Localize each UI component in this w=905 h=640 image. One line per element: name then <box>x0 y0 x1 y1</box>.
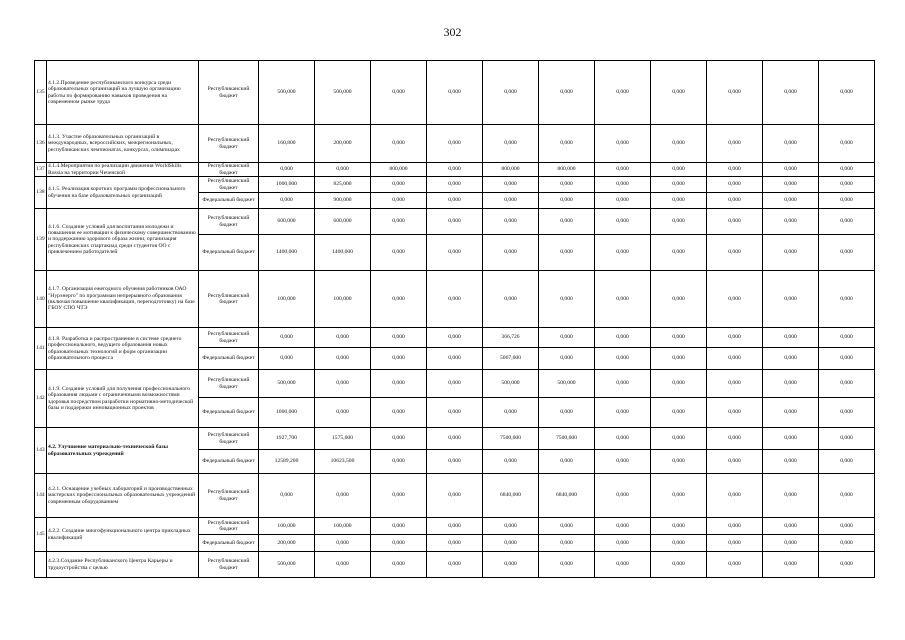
funding-source: Федеральный бюджет <box>199 348 259 370</box>
amount-cell: 0,000 <box>315 474 371 518</box>
amount-cell: 0,000 <box>819 235 875 271</box>
amount-cell: 0,000 <box>259 328 315 348</box>
amount-cell: 0,000 <box>763 450 819 474</box>
amount-cell: 0,000 <box>763 518 819 535</box>
amount-cell: 0,000 <box>427 398 483 428</box>
amount-cell: 0,000 <box>371 428 427 450</box>
amount-cell: 0,000 <box>315 328 371 348</box>
funding-source: Федеральный бюджет <box>199 535 259 552</box>
amount-cell: 0,000 <box>371 535 427 552</box>
amount-cell: 0,000 <box>707 163 763 177</box>
amount-cell: 0,000 <box>427 474 483 518</box>
amount-cell: 0,000 <box>763 535 819 552</box>
amount-cell: 0,000 <box>483 552 539 578</box>
amount-cell: 0,000 <box>595 552 651 578</box>
amount-cell: 0,000 <box>595 61 651 125</box>
amount-cell: 0,000 <box>651 348 707 370</box>
amount-cell: 0,000 <box>483 535 539 552</box>
amount-cell: 0,000 <box>539 271 595 328</box>
amount-cell: 500,000 <box>259 552 315 578</box>
table-row <box>35 271 875 328</box>
amount-cell: 0,000 <box>483 398 539 428</box>
funding-source: Республиканский бюджет <box>199 177 259 193</box>
row-number: 144 <box>35 474 47 518</box>
row-number: 141 <box>35 328 47 370</box>
amount-cell: 0,000 <box>595 450 651 474</box>
page-number: 302 <box>443 25 462 39</box>
amount-cell: 0,000 <box>595 474 651 518</box>
amount-cell: 0,000 <box>707 328 763 348</box>
table-row <box>35 177 875 193</box>
amount-cell: 0,000 <box>763 428 819 450</box>
table-row <box>35 163 875 177</box>
amount-cell: 0,000 <box>539 518 595 535</box>
amount-cell: 0,000 <box>651 518 707 535</box>
measure-name: 4.1.9. Создание условий для получения профессионального образования людьми с ограниченными возможностями здоровья посредством разработки нормативно-методической базы и поддержки инновационных проектов <box>47 370 199 428</box>
amount-cell: 0,000 <box>483 177 539 193</box>
amount-cell: 0,000 <box>707 125 763 163</box>
amount-cell: 0,000 <box>651 163 707 177</box>
budget-table <box>34 60 875 578</box>
amount-cell: 0,000 <box>763 177 819 193</box>
amount-cell: 0,000 <box>763 125 819 163</box>
amount-cell: 0,000 <box>707 193 763 209</box>
amount-cell: 800,000 <box>371 163 427 177</box>
amount-cell: 0,000 <box>315 552 371 578</box>
amount-cell: 0,000 <box>819 518 875 535</box>
amount-cell: 0,000 <box>483 61 539 125</box>
amount-cell: 0,000 <box>427 163 483 177</box>
amount-cell: 10623,500 <box>315 450 371 474</box>
amount-cell: 0,000 <box>651 450 707 474</box>
amount-cell: 0,000 <box>427 328 483 348</box>
row-number: 140 <box>35 271 47 328</box>
amount-cell: 0,000 <box>763 193 819 209</box>
amount-cell: 0,000 <box>539 209 595 235</box>
amount-cell: 0,000 <box>819 535 875 552</box>
table-body <box>35 61 875 578</box>
amount-cell: 0,000 <box>371 370 427 398</box>
amount-cell: 0,000 <box>371 235 427 271</box>
amount-cell: 0,000 <box>763 398 819 428</box>
amount-cell: 0,000 <box>651 535 707 552</box>
amount-cell: 0,000 <box>483 271 539 328</box>
funding-source: Федеральный бюджет <box>199 398 259 428</box>
amount-cell: 0,000 <box>595 428 651 450</box>
row-number: 139 <box>35 209 47 271</box>
amount-cell: 0,000 <box>483 193 539 209</box>
amount-cell: 0,000 <box>763 61 819 125</box>
amount-cell: 0,000 <box>819 552 875 578</box>
amount-cell: 0,000 <box>763 552 819 578</box>
amount-cell: 0,000 <box>595 193 651 209</box>
amount-cell: 0,000 <box>707 235 763 271</box>
amount-cell: 0,000 <box>651 428 707 450</box>
amount-cell: 0,000 <box>427 348 483 370</box>
amount-cell: 7500,000 <box>483 428 539 450</box>
amount-cell: 0,000 <box>651 398 707 428</box>
amount-cell: 1000,000 <box>259 177 315 193</box>
table-row <box>35 61 875 125</box>
funding-source: Республиканский бюджет <box>199 209 259 235</box>
amount-cell: 0,000 <box>483 235 539 271</box>
funding-source: Республиканский бюджет <box>199 61 259 125</box>
amount-cell: 900,000 <box>315 193 371 209</box>
measure-name: 4.1.7. Организация ежегодного обучения работников ОАО "Нурэнерго" по программам непрерывного образования (включая повышение квалификации, переподготовку) на базе ГБОУ СПО ЧТЭ <box>47 271 199 328</box>
amount-cell: 0,000 <box>483 125 539 163</box>
measure-name: 4.2.3.Создание Республиканского Центра Карьеры и трудоустройства с целью <box>47 552 199 578</box>
amount-cell: 0,000 <box>819 450 875 474</box>
measure-name: 4.1.5. Реализация коротких программ профессионального обучения на базе образовательных организаций <box>47 177 199 209</box>
amount-cell: 0,000 <box>371 209 427 235</box>
amount-cell: 500,000 <box>259 370 315 398</box>
amount-cell: 200,000 <box>259 535 315 552</box>
amount-cell: 0,000 <box>315 370 371 398</box>
amount-cell: 0,000 <box>595 518 651 535</box>
amount-cell: 0,000 <box>427 535 483 552</box>
row-number: 145 <box>35 518 47 552</box>
amount-cell: 0,000 <box>819 328 875 348</box>
amount-cell: 0,000 <box>819 125 875 163</box>
measure-name: 4.2.2. Создание многофункционального центра прикладных квалификаций <box>47 518 199 552</box>
amount-cell: 0,000 <box>427 518 483 535</box>
funding-source: Республиканский бюджет <box>199 271 259 328</box>
amount-cell: 0,000 <box>819 163 875 177</box>
amount-cell: 0,000 <box>483 450 539 474</box>
amount-cell: 7500,000 <box>539 428 595 450</box>
amount-cell: 100,000 <box>259 271 315 328</box>
amount-cell: 0,000 <box>707 271 763 328</box>
amount-cell: 0,000 <box>819 177 875 193</box>
amount-cell: 0,000 <box>651 271 707 328</box>
amount-cell: 0,000 <box>259 193 315 209</box>
amount-cell: 0,000 <box>427 61 483 125</box>
row-number: 143 <box>35 428 47 474</box>
amount-cell: 0,000 <box>315 398 371 428</box>
amount-cell: 0,000 <box>595 235 651 271</box>
amount-cell: 0,000 <box>427 193 483 209</box>
amount-cell: 0,000 <box>707 209 763 235</box>
measure-name: 4.1.4.Мероприятия по реализации движения WorldSkills Russia на территории Чеченской <box>47 163 199 177</box>
table-row <box>35 474 875 518</box>
amount-cell: 0,000 <box>371 552 427 578</box>
amount-cell: 0,000 <box>819 398 875 428</box>
amount-cell: 5067,000 <box>483 348 539 370</box>
table-row <box>35 209 875 235</box>
funding-source: Республиканский бюджет <box>199 370 259 398</box>
amount-cell: 0,000 <box>651 61 707 125</box>
amount-cell: 0,000 <box>595 535 651 552</box>
amount-cell: 0,000 <box>371 328 427 348</box>
amount-cell: 12589,200 <box>259 450 315 474</box>
measure-name: 4.2. Улучшение материально-технической базы образовательных учреждений <box>47 428 199 474</box>
amount-cell: 0,000 <box>763 328 819 348</box>
amount-cell: 0,000 <box>707 177 763 193</box>
amount-cell: 0,000 <box>651 209 707 235</box>
amount-cell: 0,000 <box>651 474 707 518</box>
measure-name: 4.1.8. Разработка и распространение в системе среднего профессионального, ведущего образования новых образовательных технологий и форм организации образовательного процесса <box>47 328 199 370</box>
amount-cell: 0,000 <box>763 235 819 271</box>
amount-cell: 1927,700 <box>259 428 315 450</box>
funding-source: Республиканский бюджет <box>199 163 259 177</box>
amount-cell: 500,000 <box>259 61 315 125</box>
funding-source: Республиканский бюджет <box>199 428 259 450</box>
amount-cell: 0,000 <box>427 209 483 235</box>
amount-cell: 0,000 <box>595 348 651 370</box>
measure-name: 4.1.6. Создание условий для воспитания молодежи и повышения ее мотивации к физическому совершенствованию и поддержанию здорового образа жизни, организация республиканских спартакиад среди студентов ОО с привлечением работодателей <box>47 209 199 271</box>
funding-source: Республиканский бюджет <box>199 125 259 163</box>
amount-cell: 0,000 <box>595 125 651 163</box>
funding-source: Республиканский бюджет <box>199 552 259 578</box>
amount-cell: 0,000 <box>707 535 763 552</box>
row-number: 138 <box>35 177 47 209</box>
row-number: 136 <box>35 125 47 163</box>
amount-cell: 0,000 <box>371 518 427 535</box>
row-number: 142 <box>35 370 47 428</box>
amount-cell: 0,000 <box>763 209 819 235</box>
amount-cell: 0,000 <box>315 348 371 370</box>
amount-cell: 0,000 <box>707 474 763 518</box>
amount-cell: 0,000 <box>819 193 875 209</box>
amount-cell: 0,000 <box>651 235 707 271</box>
amount-cell: 0,000 <box>427 552 483 578</box>
amount-cell: 0,000 <box>539 193 595 209</box>
amount-cell: 0,000 <box>427 177 483 193</box>
amount-cell: 0,000 <box>371 474 427 518</box>
amount-cell: 0,000 <box>595 177 651 193</box>
amount-cell: 0,000 <box>483 209 539 235</box>
amount-cell: 0,000 <box>539 61 595 125</box>
amount-cell: 0,000 <box>315 535 371 552</box>
funding-source: Федеральный бюджет <box>199 235 259 271</box>
amount-cell: 6840,000 <box>483 474 539 518</box>
amount-cell: 0,000 <box>819 61 875 125</box>
amount-cell: 0,000 <box>819 209 875 235</box>
amount-cell: 0,000 <box>819 474 875 518</box>
amount-cell: 0,000 <box>763 271 819 328</box>
amount-cell: 0,000 <box>259 348 315 370</box>
amount-cell: 0,000 <box>763 370 819 398</box>
amount-cell: 1000,000 <box>259 398 315 428</box>
amount-cell: 825,000 <box>315 177 371 193</box>
funding-source: Федеральный бюджет <box>199 193 259 209</box>
amount-cell: 0,000 <box>651 328 707 348</box>
amount-cell: 0,000 <box>371 193 427 209</box>
amount-cell: 200,000 <box>315 125 371 163</box>
row-number: 135 <box>35 61 47 125</box>
table-row <box>35 518 875 535</box>
amount-cell: 6840,000 <box>539 474 595 518</box>
amount-cell: 0,000 <box>651 370 707 398</box>
amount-cell: 0,000 <box>707 450 763 474</box>
amount-cell: 0,000 <box>539 552 595 578</box>
amount-cell: 0,000 <box>539 177 595 193</box>
amount-cell: 500,000 <box>315 61 371 125</box>
table-row <box>35 428 875 450</box>
amount-cell: 0,000 <box>819 348 875 370</box>
amount-cell: 0,000 <box>595 271 651 328</box>
amount-cell: 0,000 <box>707 552 763 578</box>
amount-cell: 0,000 <box>371 398 427 428</box>
amount-cell: 0,000 <box>595 163 651 177</box>
amount-cell: 0,000 <box>763 474 819 518</box>
table-row <box>35 328 875 348</box>
amount-cell: 0,000 <box>707 370 763 398</box>
amount-cell: 0,000 <box>763 348 819 370</box>
table-row <box>35 125 875 163</box>
amount-cell: 0,000 <box>819 370 875 398</box>
table-row <box>35 552 875 578</box>
amount-cell: 1575,000 <box>315 428 371 450</box>
amount-cell: 0,000 <box>819 428 875 450</box>
amount-cell: 0,000 <box>371 271 427 328</box>
amount-cell: 0,000 <box>427 428 483 450</box>
amount-cell: 0,000 <box>427 125 483 163</box>
funding-source: Республиканский бюджет <box>199 518 259 535</box>
amount-cell: 0,000 <box>707 428 763 450</box>
amount-cell: 100,000 <box>259 518 315 535</box>
amount-cell: 0,000 <box>651 193 707 209</box>
amount-cell: 0,000 <box>539 125 595 163</box>
amount-cell: 0,000 <box>539 535 595 552</box>
amount-cell: 600,000 <box>259 209 315 235</box>
amount-cell: 0,000 <box>707 61 763 125</box>
amount-cell: 100,000 <box>315 271 371 328</box>
amount-cell: 0,000 <box>371 125 427 163</box>
amount-cell: 1400,000 <box>315 235 371 271</box>
amount-cell: 366,726 <box>483 328 539 348</box>
amount-cell: 0,000 <box>819 271 875 328</box>
measure-name: 4.1.2.Проведение республиканского конкурса среди образовательных организаций на лучшую организацию работы по формированию навыков проведения на современном рынке труда <box>47 61 199 125</box>
funding-source: Республиканский бюджет <box>199 328 259 348</box>
amount-cell: 0,000 <box>427 271 483 328</box>
amount-cell: 600,000 <box>315 209 371 235</box>
amount-cell: 0,000 <box>427 370 483 398</box>
amount-cell: 0,000 <box>595 209 651 235</box>
amount-cell: 0,000 <box>595 370 651 398</box>
amount-cell: 500,000 <box>483 370 539 398</box>
funding-source: Федеральный бюджет <box>199 450 259 474</box>
amount-cell: 0,000 <box>427 450 483 474</box>
amount-cell: 0,000 <box>539 398 595 428</box>
amount-cell: 500,000 <box>539 370 595 398</box>
amount-cell: 0,000 <box>539 328 595 348</box>
amount-cell: 0,000 <box>707 398 763 428</box>
amount-cell: 0,000 <box>539 235 595 271</box>
amount-cell: 0,000 <box>315 163 371 177</box>
row-number: 137 <box>35 163 47 177</box>
amount-cell: 0,000 <box>539 450 595 474</box>
amount-cell: 0,000 <box>651 552 707 578</box>
amount-cell: 0,000 <box>483 518 539 535</box>
measure-name: 4.2.1. Оснащение учебных лабораторий и производственных мастерских профессиональных образовательных учреждений современным оборудованием <box>47 474 199 518</box>
amount-cell: 0,000 <box>371 177 427 193</box>
amount-cell: 0,000 <box>371 348 427 370</box>
amount-cell: 0,000 <box>707 348 763 370</box>
amount-cell: 0,000 <box>763 163 819 177</box>
amount-cell: 0,000 <box>427 235 483 271</box>
amount-cell: 0,000 <box>539 348 595 370</box>
row-number <box>35 552 47 578</box>
amount-cell: 1400,000 <box>259 235 315 271</box>
amount-cell: 0,000 <box>651 177 707 193</box>
amount-cell: 0,000 <box>651 125 707 163</box>
amount-cell: 0,000 <box>707 518 763 535</box>
table-row <box>35 370 875 398</box>
amount-cell: 0,000 <box>259 474 315 518</box>
amount-cell: 800,000 <box>483 163 539 177</box>
funding-source: Республиканский бюджет <box>199 474 259 518</box>
amount-cell: 100,000 <box>315 518 371 535</box>
amount-cell: 160,800 <box>259 125 315 163</box>
amount-cell: 0,000 <box>371 450 427 474</box>
amount-cell: 0,000 <box>595 328 651 348</box>
amount-cell: 0,000 <box>595 398 651 428</box>
amount-cell: 800,000 <box>539 163 595 177</box>
measure-name: 4.1.3. Участие образовательных организаций в международных, всероссийских, межрегиональных, республиканских чемпионатах, конкурсах, олимпиадах <box>47 125 199 163</box>
amount-cell: 0,000 <box>371 61 427 125</box>
amount-cell: 0,000 <box>259 163 315 177</box>
